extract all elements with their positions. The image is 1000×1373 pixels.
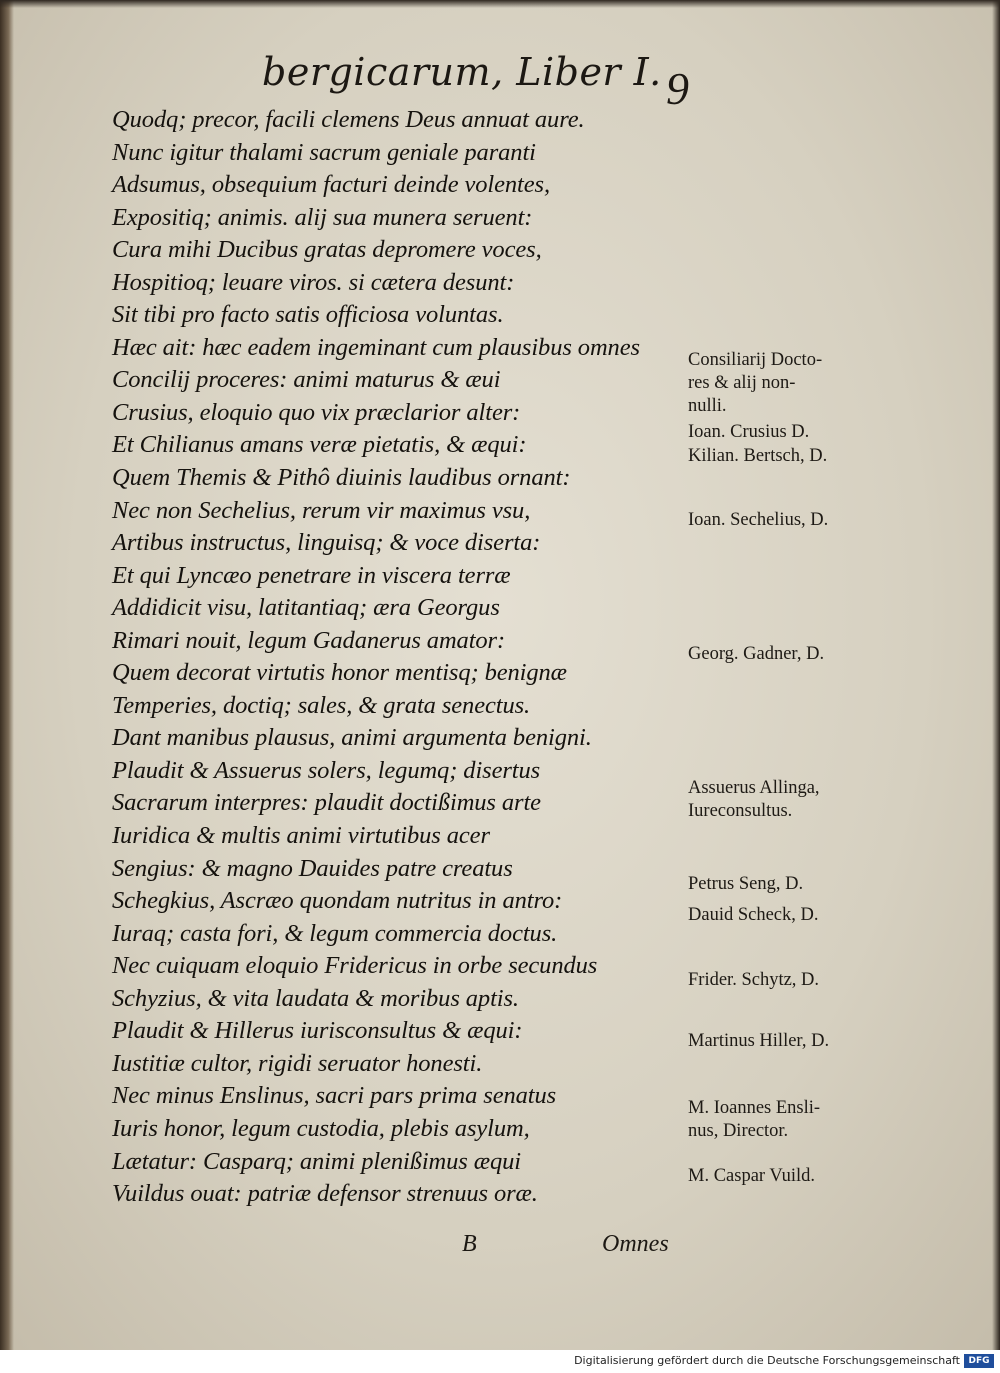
verse-line: Dant manibus plausus, animi argumenta benigni. xyxy=(112,724,592,752)
running-title: bergicarum, Liber I. xyxy=(262,50,662,94)
verse-line: Quem Themis & Pithô diuinis laudibus ornant: xyxy=(112,464,571,492)
funding-credit: Digitalisierung gefördert durch die Deutsche Forschungsgemeinschaft xyxy=(574,1354,960,1367)
verse-line: Hospitioq; leuare viros. si cætera desunt: xyxy=(112,268,515,296)
verse-line: Iustitiæ cultor, rigidi seruator honesti. xyxy=(112,1049,483,1077)
page-shadow-left xyxy=(0,0,14,1350)
note-line: Assuerus Allinga, xyxy=(688,778,820,798)
note-line: nus, Director. xyxy=(688,1121,789,1141)
page-number: 9 xyxy=(666,63,689,114)
note-line: M. Ioannes Ensli- xyxy=(688,1098,821,1118)
catchword: Omnes xyxy=(602,1231,669,1257)
note-line: Martinus Hiller, D. xyxy=(688,1031,830,1051)
note-line: Iureconsultus. xyxy=(688,801,793,821)
verse-line: Nunc igitur thalami sacrum geniale paranti xyxy=(112,138,536,166)
marginal-note xyxy=(688,777,863,823)
verse-line: Nec minus Enslinus, sacri pars prima senatus xyxy=(112,1082,557,1110)
marginal-note xyxy=(688,421,863,444)
verse-line: Quodq; precor, facili clemens Deus annuat aure. xyxy=(112,106,585,133)
marginal-note xyxy=(688,643,863,666)
signature-mark: B xyxy=(462,1231,477,1257)
marginal-note xyxy=(688,445,863,468)
verse-line: Iuridica & multis animi virtutibus acer xyxy=(112,822,490,850)
verse-line: Vuildus ouat: patriæ defensor strenuus oræ. xyxy=(112,1180,538,1208)
marginal-note xyxy=(688,1030,863,1053)
verse-line: Adsumus, obsequium facturi deinde volentes, xyxy=(112,171,550,199)
digitization-footer xyxy=(0,1350,1000,1373)
marginal-note xyxy=(688,1097,863,1143)
verse-line: Schyzius, & vita laudata & moribus aptis. xyxy=(112,984,519,1012)
note-line: Consiliarij Docto- xyxy=(688,350,823,370)
note-line: Kilian. Bertsch, D. xyxy=(688,446,828,466)
verse-line: Rimari nouit, legum Gadanerus amator: xyxy=(112,626,506,654)
note-line: Ioan. Sechelius, D. xyxy=(688,510,829,530)
verse-line: Sengius: & magno Dauides patre creatus xyxy=(112,854,513,882)
marginal-note xyxy=(688,509,863,532)
verse-line: Et Chilianus amans veræ pietatis, & æqui: xyxy=(112,431,527,459)
verse-line: Quem decorat virtutis honor mentisq; benignæ xyxy=(112,659,567,687)
verse-text xyxy=(112,104,682,1211)
verse-line: Crusius, eloquio quo vix præclarior alter: xyxy=(112,398,521,426)
verse-line: Et qui Lyncæo penetrare in viscera terræ xyxy=(112,561,511,589)
dfg-logo: DFG xyxy=(964,1354,994,1368)
page-shadow-top xyxy=(0,0,1000,8)
verse-line: Addidicit visu, latitantiaq; æra Georgus xyxy=(112,594,500,622)
verse-line: Hæc ait: hæc eadem ingeminant cum plausibus omnes xyxy=(112,333,640,361)
verse-line: Iuris honor, legum custodia, plebis asylum, xyxy=(112,1114,530,1142)
marginal-note xyxy=(688,1165,863,1188)
note-line: Georg. Gadner, D. xyxy=(688,644,825,664)
note-line: M. Caspar Vuild. xyxy=(688,1166,816,1186)
verse-line: Artibus instructus, linguisq; & voce diserta: xyxy=(112,529,541,557)
verse-line: Nec cuiquam eloquio Fridericus in orbe secundus xyxy=(112,952,598,980)
verse-line: Nec non Sechelius, rerum vir maximus vsu, xyxy=(112,496,531,524)
note-line: Petrus Seng, D. xyxy=(688,874,804,894)
verse-line: Lætatur: Casparq; animi plenißimus æqui xyxy=(112,1147,522,1175)
note-line: Frider. Schytz, D. xyxy=(688,970,820,990)
marginal-note xyxy=(688,873,863,896)
verse-line: Sacrarum interpres: plaudit doctißimus arte xyxy=(112,789,541,817)
note-line: Ioan. Crusius D. xyxy=(688,422,810,442)
verse-line: Schegkius, Ascræo quondam nutritus in antro: xyxy=(112,887,563,915)
verse-line: Concilij proceres: animi maturus & æui xyxy=(112,366,501,394)
verse-line: Plaudit & Hillerus iurisconsultus & æqui: xyxy=(112,1017,523,1045)
verse-line: Cura mihi Ducibus gratas depromere voces, xyxy=(112,236,542,264)
note-line: Dauid Scheck, D. xyxy=(688,905,819,925)
marginal-note xyxy=(688,969,863,992)
note-line: res & alij non- xyxy=(688,373,796,393)
verse-line: Temperies, doctiq; sales, & grata senectus. xyxy=(112,691,531,719)
page-shadow-right xyxy=(992,0,1000,1350)
verse-line: Iuraq; casta fori, & legum commercia doctus. xyxy=(112,919,558,947)
note-line: nulli. xyxy=(688,396,727,416)
marginal-note xyxy=(688,904,863,927)
marginal-note xyxy=(688,349,863,418)
verse-line: Expositiq; animis. alij sua munera seruent: xyxy=(112,203,533,231)
verse-line: Plaudit & Assuerus solers, legumq; disertus xyxy=(112,756,541,784)
verse-line: Sit tibi pro facto satis officiosa voluntas. xyxy=(112,301,504,329)
